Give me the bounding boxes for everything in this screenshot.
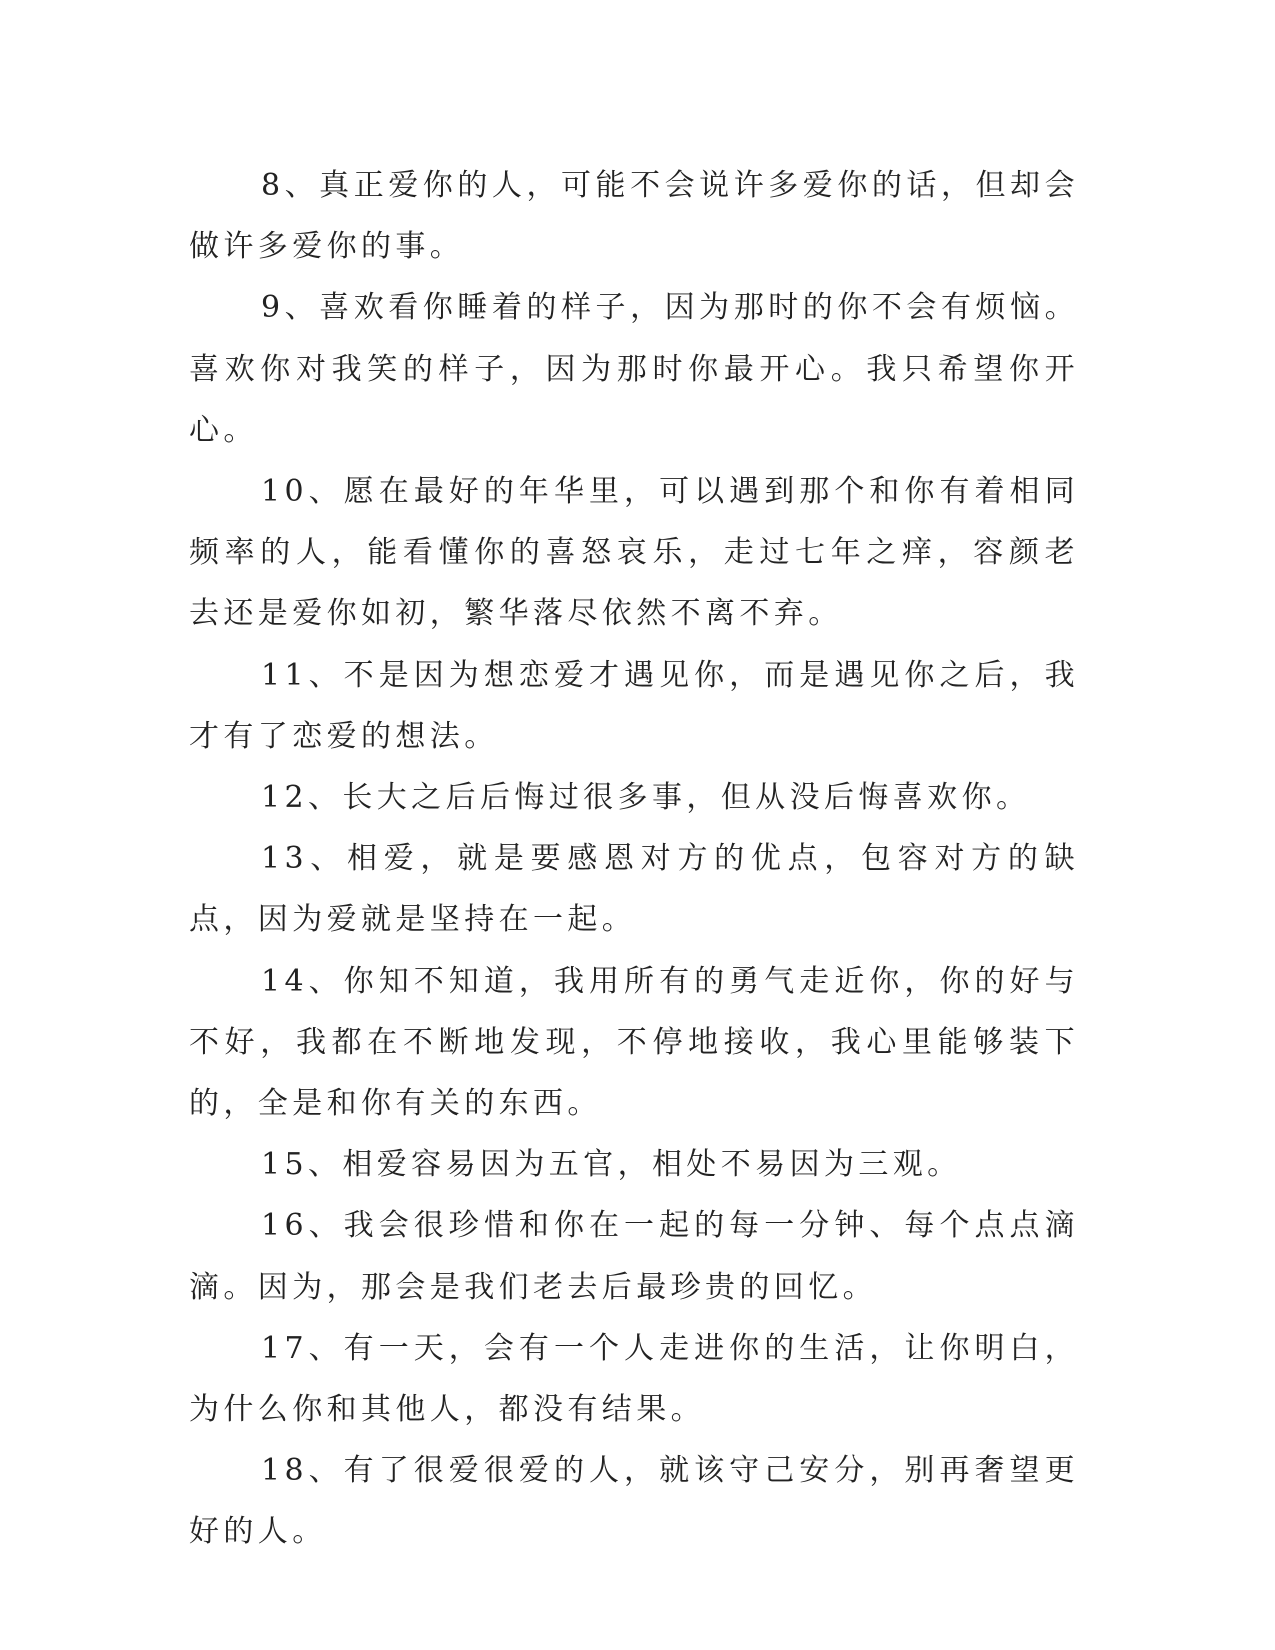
paragraph-15: 15、相爱容易因为五官，相处不易因为三观。 [261,1147,962,1183]
paragraph-12: 12、长大之后后悔过很多事，但从没后悔喜欢你。 [261,780,1031,816]
paragraph-16: 16、我会很珍惜和你在一起的每一分钟、每个点点滴滴。因为，那会是我们老去后最珍贵的回忆。 [189,1208,1079,1305]
paragraph-11: 11、不是因为想恋爱才遇见你，而是遇见你之后，我才有了恋爱的想法。 [189,657,1079,754]
paragraph-17: 17、有一天，会有一个人走进你的生活，让你明白，为什么你和其他人，都没有结果。 [189,1330,1079,1428]
paragraph-14: 14、你知不知道，我用所有的勇气走近你，你的好与不好，我都在不断地发现，不停地接收，我心里能够装下的，全是和你有关的东西。 [189,963,1079,1122]
paragraph-18: 18、有了很爱很爱的人，就该守己安分，别再奢望更好的人。 [189,1453,1079,1550]
paragraph-9: 9、喜欢看你睡着的样子，因为那时的你不会有烦恼。喜欢你对我笑的样子，因为那时你最开心。我只希望你开心。 [189,290,1079,448]
paragraph-8: 8、真正爱你的人，可能不会说许多爱你的话，但却会做许多爱你的事。 [189,168,1079,265]
paragraph-13: 13、相爱，就是要感恩对方的优点，包容对方的缺点，因为爱就是坚持在一起。 [189,841,1079,938]
document-body [189,155,1079,1563]
paragraph-10: 10、愿在最好的年华里，可以遇到那个和你有着相同频率的人，能看懂你的喜怒哀乐，走过七年之痒，容颜老去还是爱你如初，繁华落尽依然不离不弃。 [189,474,1079,632]
